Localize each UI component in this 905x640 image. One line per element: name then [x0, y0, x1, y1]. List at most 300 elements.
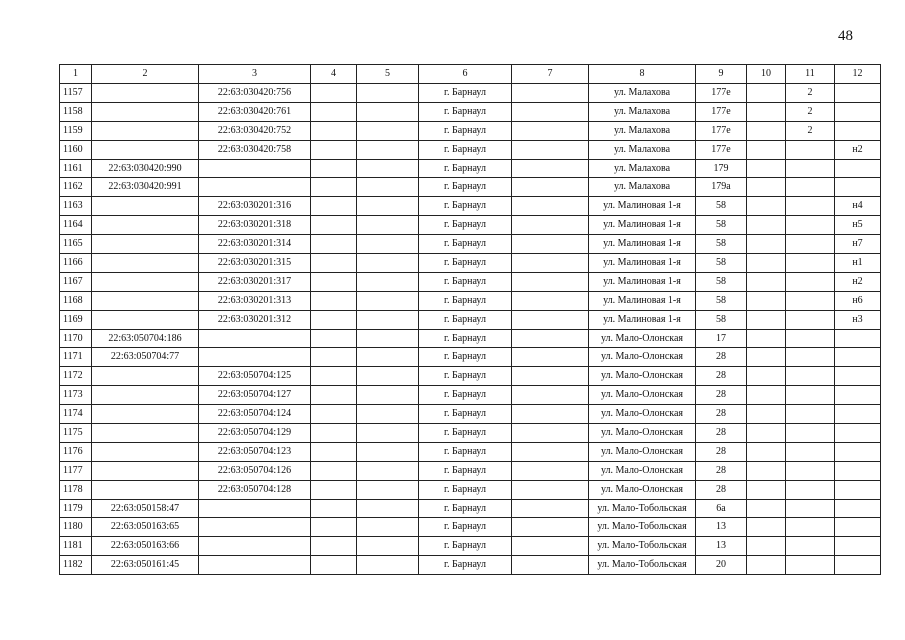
table-cell: 28	[696, 461, 747, 480]
table-cell	[357, 556, 419, 575]
table-cell	[357, 442, 419, 461]
table-cell	[311, 121, 357, 140]
table-cell	[747, 121, 786, 140]
table-cell	[311, 556, 357, 575]
table-cell	[512, 424, 589, 443]
table-cell: ул. Малиновая 1-я	[589, 272, 696, 291]
table-cell	[835, 424, 881, 443]
table-cell	[835, 556, 881, 575]
table-cell	[311, 140, 357, 159]
table-cell	[92, 424, 199, 443]
table-cell: 1168	[60, 291, 92, 310]
table-cell	[357, 480, 419, 499]
table-cell: 22:63:050704:127	[199, 386, 311, 405]
table-cell	[835, 442, 881, 461]
table-cell: 1172	[60, 367, 92, 386]
table-cell: 177е	[696, 84, 747, 103]
table-cell	[357, 254, 419, 273]
table-cell: ул. Мало-Тобольская	[589, 499, 696, 518]
table-cell	[747, 254, 786, 273]
table-cell	[747, 556, 786, 575]
table-cell: 177е	[696, 140, 747, 159]
table-cell: г. Барнаул	[419, 272, 512, 291]
table-cell: ул. Мало-Тобольская	[589, 518, 696, 537]
table-cell: ул. Малиновая 1-я	[589, 235, 696, 254]
table-cell: 22:63:030201:315	[199, 254, 311, 273]
table-cell	[747, 367, 786, 386]
table-cell	[357, 121, 419, 140]
table-cell	[835, 121, 881, 140]
table-cell: 1171	[60, 348, 92, 367]
table-cell	[92, 405, 199, 424]
table-cell	[747, 442, 786, 461]
table-cell: 1174	[60, 405, 92, 424]
table-cell: г. Барнаул	[419, 235, 512, 254]
table-cell: ул. Мало-Тобольская	[589, 537, 696, 556]
table-row	[60, 178, 881, 197]
table-row	[60, 140, 881, 159]
column-header: 12	[835, 65, 881, 84]
table-cell: 22:63:030420:761	[199, 102, 311, 121]
table-cell	[747, 386, 786, 405]
table-cell: 1165	[60, 235, 92, 254]
table-cell	[311, 254, 357, 273]
table-cell: 1180	[60, 518, 92, 537]
table-cell	[357, 272, 419, 291]
table-cell: 6а	[696, 499, 747, 518]
table-cell: 22:63:030201:312	[199, 310, 311, 329]
table-cell	[357, 216, 419, 235]
table-cell	[92, 442, 199, 461]
table-cell: н5	[835, 216, 881, 235]
table-row	[60, 480, 881, 499]
table-cell: г. Барнаул	[419, 310, 512, 329]
table-cell	[786, 442, 835, 461]
table-cell	[786, 310, 835, 329]
table-cell: ул. Малиновая 1-я	[589, 254, 696, 273]
column-header: 8	[589, 65, 696, 84]
table-cell	[199, 159, 311, 178]
column-header: 4	[311, 65, 357, 84]
table-cell	[512, 518, 589, 537]
table-cell	[835, 461, 881, 480]
table-cell	[835, 84, 881, 103]
table-cell: 28	[696, 480, 747, 499]
table-cell: 28	[696, 442, 747, 461]
table-cell: 13	[696, 537, 747, 556]
table-cell	[835, 159, 881, 178]
table-cell: г. Барнаул	[419, 556, 512, 575]
table-cell	[786, 405, 835, 424]
table-cell	[357, 159, 419, 178]
table-cell	[747, 178, 786, 197]
table-cell	[311, 442, 357, 461]
table-cell: 22:63:030420:756	[199, 84, 311, 103]
table-cell	[357, 140, 419, 159]
table-cell: 20	[696, 556, 747, 575]
table-row	[60, 197, 881, 216]
table-cell	[747, 424, 786, 443]
table-cell: 28	[696, 405, 747, 424]
table-cell	[512, 84, 589, 103]
table-cell	[512, 102, 589, 121]
table-cell	[512, 386, 589, 405]
table-cell	[92, 291, 199, 310]
table-cell: 2	[786, 84, 835, 103]
table-cell: 22:63:050704:186	[92, 329, 199, 348]
table-cell: н7	[835, 235, 881, 254]
table-cell: г. Барнаул	[419, 121, 512, 140]
table-cell	[786, 329, 835, 348]
table-cell: 58	[696, 310, 747, 329]
table-cell	[786, 480, 835, 499]
table-cell	[357, 367, 419, 386]
table-cell	[357, 386, 419, 405]
table-cell	[747, 499, 786, 518]
table-cell	[357, 102, 419, 121]
table-cell	[747, 310, 786, 329]
table-cell: г. Барнаул	[419, 140, 512, 159]
table-cell	[747, 235, 786, 254]
table-cell	[512, 291, 589, 310]
table-cell	[357, 329, 419, 348]
table-cell: г. Барнаул	[419, 216, 512, 235]
table-cell	[512, 405, 589, 424]
table-cell	[786, 367, 835, 386]
table-cell	[512, 442, 589, 461]
table-cell	[357, 424, 419, 443]
table-row	[60, 272, 881, 291]
table-cell: ул. Малиновая 1-я	[589, 310, 696, 329]
table-cell	[786, 348, 835, 367]
column-header: 1	[60, 65, 92, 84]
table-row	[60, 235, 881, 254]
table-cell: 1166	[60, 254, 92, 273]
table-cell: 22:63:030420:752	[199, 121, 311, 140]
table-cell	[747, 159, 786, 178]
table-cell	[512, 235, 589, 254]
table-cell	[512, 499, 589, 518]
table-cell: 58	[696, 235, 747, 254]
table-row	[60, 556, 881, 575]
table-cell	[199, 499, 311, 518]
table-row	[60, 518, 881, 537]
table-cell: н2	[835, 140, 881, 159]
table-cell	[512, 556, 589, 575]
table-cell	[786, 291, 835, 310]
table-cell: 1175	[60, 424, 92, 443]
table-cell: г. Барнаул	[419, 197, 512, 216]
table-cell	[786, 140, 835, 159]
table-cell: 28	[696, 386, 747, 405]
table-row	[60, 310, 881, 329]
table-cell	[512, 310, 589, 329]
table-cell	[311, 480, 357, 499]
table-cell	[747, 329, 786, 348]
table-cell	[311, 461, 357, 480]
table-cell: 22:63:050161:45	[92, 556, 199, 575]
table-cell	[92, 216, 199, 235]
table-cell: 58	[696, 272, 747, 291]
table-row	[60, 537, 881, 556]
table-cell	[92, 367, 199, 386]
table-cell	[747, 197, 786, 216]
table-cell: 1182	[60, 556, 92, 575]
table-cell: 22:63:030201:317	[199, 272, 311, 291]
table-cell: ул. Малахова	[589, 84, 696, 103]
table-cell	[747, 84, 786, 103]
table-cell	[311, 405, 357, 424]
table-cell: ул. Мало-Олонская	[589, 461, 696, 480]
table-cell: 1161	[60, 159, 92, 178]
table-cell	[747, 537, 786, 556]
table-cell: 1157	[60, 84, 92, 103]
table-cell	[311, 178, 357, 197]
table-cell	[199, 329, 311, 348]
table-cell	[512, 216, 589, 235]
table-cell: 22:63:050704:126	[199, 461, 311, 480]
table-cell	[835, 518, 881, 537]
table-cell: 1176	[60, 442, 92, 461]
table-cell	[357, 537, 419, 556]
table-cell	[835, 405, 881, 424]
table-cell	[311, 386, 357, 405]
table-cell: 17	[696, 329, 747, 348]
page-number: 48	[838, 28, 853, 44]
table-cell	[92, 102, 199, 121]
table-cell	[747, 102, 786, 121]
table-cell: 1162	[60, 178, 92, 197]
table-cell	[747, 518, 786, 537]
table-cell	[92, 140, 199, 159]
table-cell: ул. Малиновая 1-я	[589, 216, 696, 235]
table-cell: г. Барнаул	[419, 178, 512, 197]
table-cell	[786, 272, 835, 291]
table-cell	[835, 480, 881, 499]
table-cell: г. Барнаул	[419, 518, 512, 537]
table-cell: 1164	[60, 216, 92, 235]
table-row	[60, 348, 881, 367]
table-cell	[311, 197, 357, 216]
table-cell: ул. Мало-Олонская	[589, 348, 696, 367]
table-cell	[835, 102, 881, 121]
table-cell: г. Барнаул	[419, 442, 512, 461]
table-cell: 22:63:050704:129	[199, 424, 311, 443]
table-cell	[199, 348, 311, 367]
table-cell: г. Барнаул	[419, 254, 512, 273]
table-cell: 22:63:050163:65	[92, 518, 199, 537]
table-cell: ул. Мало-Тобольская	[589, 556, 696, 575]
table-cell: ул. Мало-Олонская	[589, 405, 696, 424]
table-row	[60, 102, 881, 121]
table-cell: 2	[786, 121, 835, 140]
table-cell: 58	[696, 254, 747, 273]
table-cell: 28	[696, 424, 747, 443]
table-cell	[512, 348, 589, 367]
table-row	[60, 461, 881, 480]
table-cell	[786, 178, 835, 197]
table-cell: г. Барнаул	[419, 102, 512, 121]
table-cell: г. Барнаул	[419, 367, 512, 386]
table-cell	[357, 235, 419, 254]
table-cell	[311, 348, 357, 367]
table-cell	[92, 84, 199, 103]
table-row	[60, 84, 881, 103]
table-cell	[786, 424, 835, 443]
table-cell	[311, 84, 357, 103]
table-cell	[835, 178, 881, 197]
table-cell	[311, 499, 357, 518]
table-cell: 28	[696, 367, 747, 386]
table-row	[60, 216, 881, 235]
table-cell	[747, 405, 786, 424]
table-cell: 1179	[60, 499, 92, 518]
table-row	[60, 367, 881, 386]
table-cell	[512, 272, 589, 291]
table-cell	[512, 367, 589, 386]
table-cell	[92, 272, 199, 291]
table-cell: 1158	[60, 102, 92, 121]
table-cell: г. Барнаул	[419, 84, 512, 103]
table-row	[60, 291, 881, 310]
table-cell	[311, 272, 357, 291]
table-cell: 1167	[60, 272, 92, 291]
table-cell	[786, 461, 835, 480]
table-cell	[512, 159, 589, 178]
table-cell: 1163	[60, 197, 92, 216]
table-cell	[311, 159, 357, 178]
table-cell	[357, 461, 419, 480]
table-cell	[311, 329, 357, 348]
table-cell: 179	[696, 159, 747, 178]
table-cell	[311, 291, 357, 310]
table-row	[60, 499, 881, 518]
table-cell: 2	[786, 102, 835, 121]
table-cell: 22:63:030420:990	[92, 159, 199, 178]
table-cell	[92, 121, 199, 140]
table-cell	[357, 518, 419, 537]
table-cell: ул. Малахова	[589, 102, 696, 121]
table-cell: 1181	[60, 537, 92, 556]
table-cell: 179а	[696, 178, 747, 197]
table-cell: 22:63:030420:758	[199, 140, 311, 159]
table-cell	[512, 121, 589, 140]
table-cell: г. Барнаул	[419, 480, 512, 499]
table-cell: 22:63:030201:318	[199, 216, 311, 235]
table-cell: 22:63:050704:128	[199, 480, 311, 499]
table-cell	[786, 254, 835, 273]
table-row	[60, 405, 881, 424]
table-cell	[835, 499, 881, 518]
table-cell	[835, 329, 881, 348]
table-cell	[92, 386, 199, 405]
table-cell	[311, 310, 357, 329]
table-cell: 58	[696, 197, 747, 216]
table-cell	[199, 556, 311, 575]
table-cell	[357, 178, 419, 197]
table-cell	[512, 461, 589, 480]
table-cell: ул. Малиновая 1-я	[589, 197, 696, 216]
column-header: 2	[92, 65, 199, 84]
table-cell: 22:63:050704:77	[92, 348, 199, 367]
table-cell: 13	[696, 518, 747, 537]
table-cell: г. Барнаул	[419, 348, 512, 367]
table-cell: н6	[835, 291, 881, 310]
table-cell	[512, 140, 589, 159]
table-cell: н1	[835, 254, 881, 273]
table-cell: 1177	[60, 461, 92, 480]
table-cell: н3	[835, 310, 881, 329]
table-cell	[311, 367, 357, 386]
table-cell	[199, 537, 311, 556]
table-cell	[357, 310, 419, 329]
table-cell	[747, 140, 786, 159]
table-cell: г. Барнаул	[419, 386, 512, 405]
table-cell	[92, 310, 199, 329]
table-cell	[786, 386, 835, 405]
table-cell	[786, 159, 835, 178]
table-cell: 1173	[60, 386, 92, 405]
table-cell	[357, 405, 419, 424]
table-cell: 177е	[696, 102, 747, 121]
table-cell	[835, 537, 881, 556]
table-cell: г. Барнаул	[419, 291, 512, 310]
table-cell: г. Барнаул	[419, 537, 512, 556]
table-cell: г. Барнаул	[419, 461, 512, 480]
table-row	[60, 442, 881, 461]
table-cell	[786, 556, 835, 575]
table-cell	[92, 480, 199, 499]
table-cell: ул. Малиновая 1-я	[589, 291, 696, 310]
table-cell: 22:63:050163:66	[92, 537, 199, 556]
table-cell	[786, 216, 835, 235]
table-cell	[311, 424, 357, 443]
column-header: 7	[512, 65, 589, 84]
table-cell: г. Барнаул	[419, 499, 512, 518]
table-row	[60, 121, 881, 140]
table-cell	[311, 518, 357, 537]
table-cell	[835, 386, 881, 405]
table-cell	[747, 291, 786, 310]
table-cell	[835, 348, 881, 367]
table-cell	[357, 84, 419, 103]
table-cell: ул. Малахова	[589, 178, 696, 197]
table-cell	[311, 235, 357, 254]
table-cell	[747, 348, 786, 367]
table-row	[60, 159, 881, 178]
table-cell: 58	[696, 291, 747, 310]
table-cell: 58	[696, 216, 747, 235]
table-cell: ул. Малахова	[589, 140, 696, 159]
table-cell	[512, 197, 589, 216]
table-cell: ул. Малахова	[589, 159, 696, 178]
column-header: 9	[696, 65, 747, 84]
table-cell	[512, 178, 589, 197]
table-cell	[311, 102, 357, 121]
table-row	[60, 424, 881, 443]
table-cell: 1160	[60, 140, 92, 159]
table-cell: н2	[835, 272, 881, 291]
table-cell	[786, 518, 835, 537]
table-cell: 28	[696, 348, 747, 367]
column-header: 5	[357, 65, 419, 84]
table-cell	[512, 480, 589, 499]
table-cell: 22:63:030420:991	[92, 178, 199, 197]
table-cell: ул. Мало-Олонская	[589, 480, 696, 499]
table-cell	[786, 197, 835, 216]
table-cell	[512, 254, 589, 273]
table-cell: 1169	[60, 310, 92, 329]
